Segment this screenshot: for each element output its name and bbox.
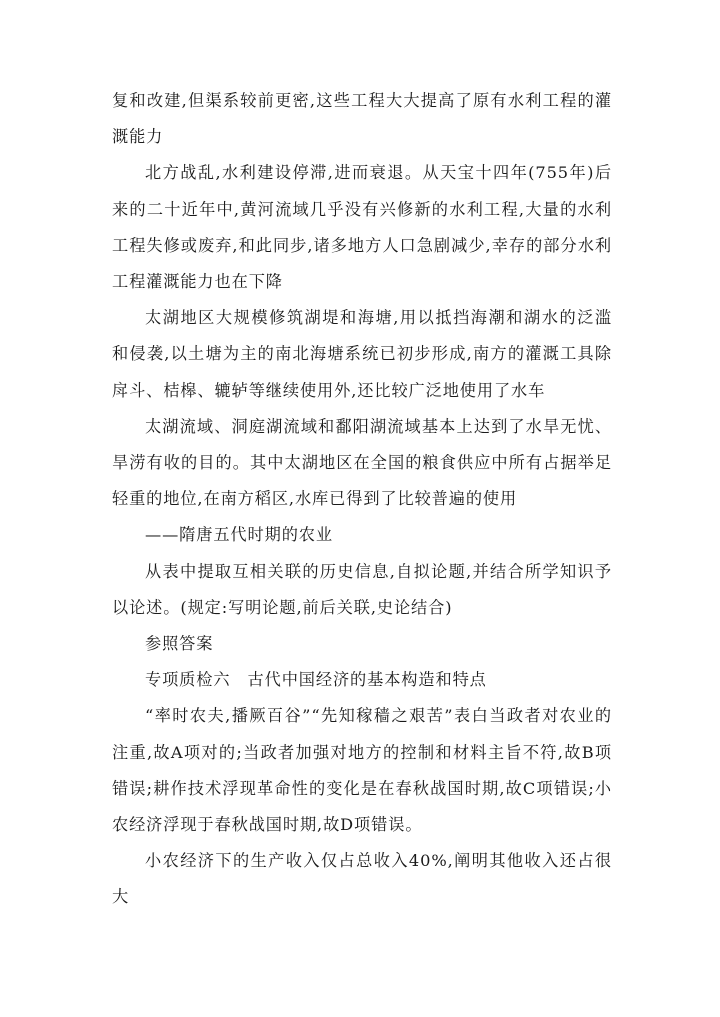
document-page [112,83,612,916]
paragraph-lake-basins: 太湖流域、洞庭湖流域和鄱阳湖流域基本上达到了水旱无忧、旱涝有收的目的。其中太湖地区在全国的粮食供应中所有占据举足轻重的地位,在南方稻区,水库已得到了比较普遍的使用 [112,416,612,509]
paragraph-question: 从表中提取互相关联的历史信息,自拟论题,并结合所学知识予以论述。(规定:写明论题,前后关联,史论结合) [112,561,612,617]
paragraph-smallholder-income: 小农经济下的生产收入仅占总收入40%,阐明其他收入还占很大 [112,851,612,907]
paragraph-north-decline: 北方战乱,水利建设停滞,进而衰退。从天宝十四年(755年)后来的二十近年中,黄河流域几乎没有兴修新的水利工程,大量的水利工程失修或废弃,和此同步,诸多地方人口急剧减少,幸存的部分水利工程灌溉能力也在下降 [112,163,612,292]
paragraph-answer-analysis: “率时农夫,播厥百谷”“先知稼穑之艰苦”表白当政者对农业的注重,故A项对的;当政者加强对地方的控制和材料主旨不符,故B项错误;耕作技术浮现革命性的变化是在春秋战国时期,故C项错误;小农经济浮现于春秋战国时期,故D项错误。 [112,706,612,835]
paragraph-irrigation-capacity: 复和改建,但渠系较前更密,这些工程大大提高了原有水利工程的灌溉能力 [112,91,612,147]
paragraph-taihu-seawall: 太湖地区大规模修筑湖堤和海塘,用以抵挡海潮和湖水的泛滥和侵袭,以土塘为主的南北海塘系统已初步形成,南方的灌溉工具除戽斗、桔槔、辘轳等继续使用外,还比较广泛地使用了水车 [112,308,612,400]
paragraph-source-note: ——隋唐五代时期的农业 [145,525,333,545]
paragraph-answer-heading: 参照答案 [145,634,214,654]
paragraph-section-title: 专项质检六 古代中国经济的基本构造和特点 [145,670,487,690]
